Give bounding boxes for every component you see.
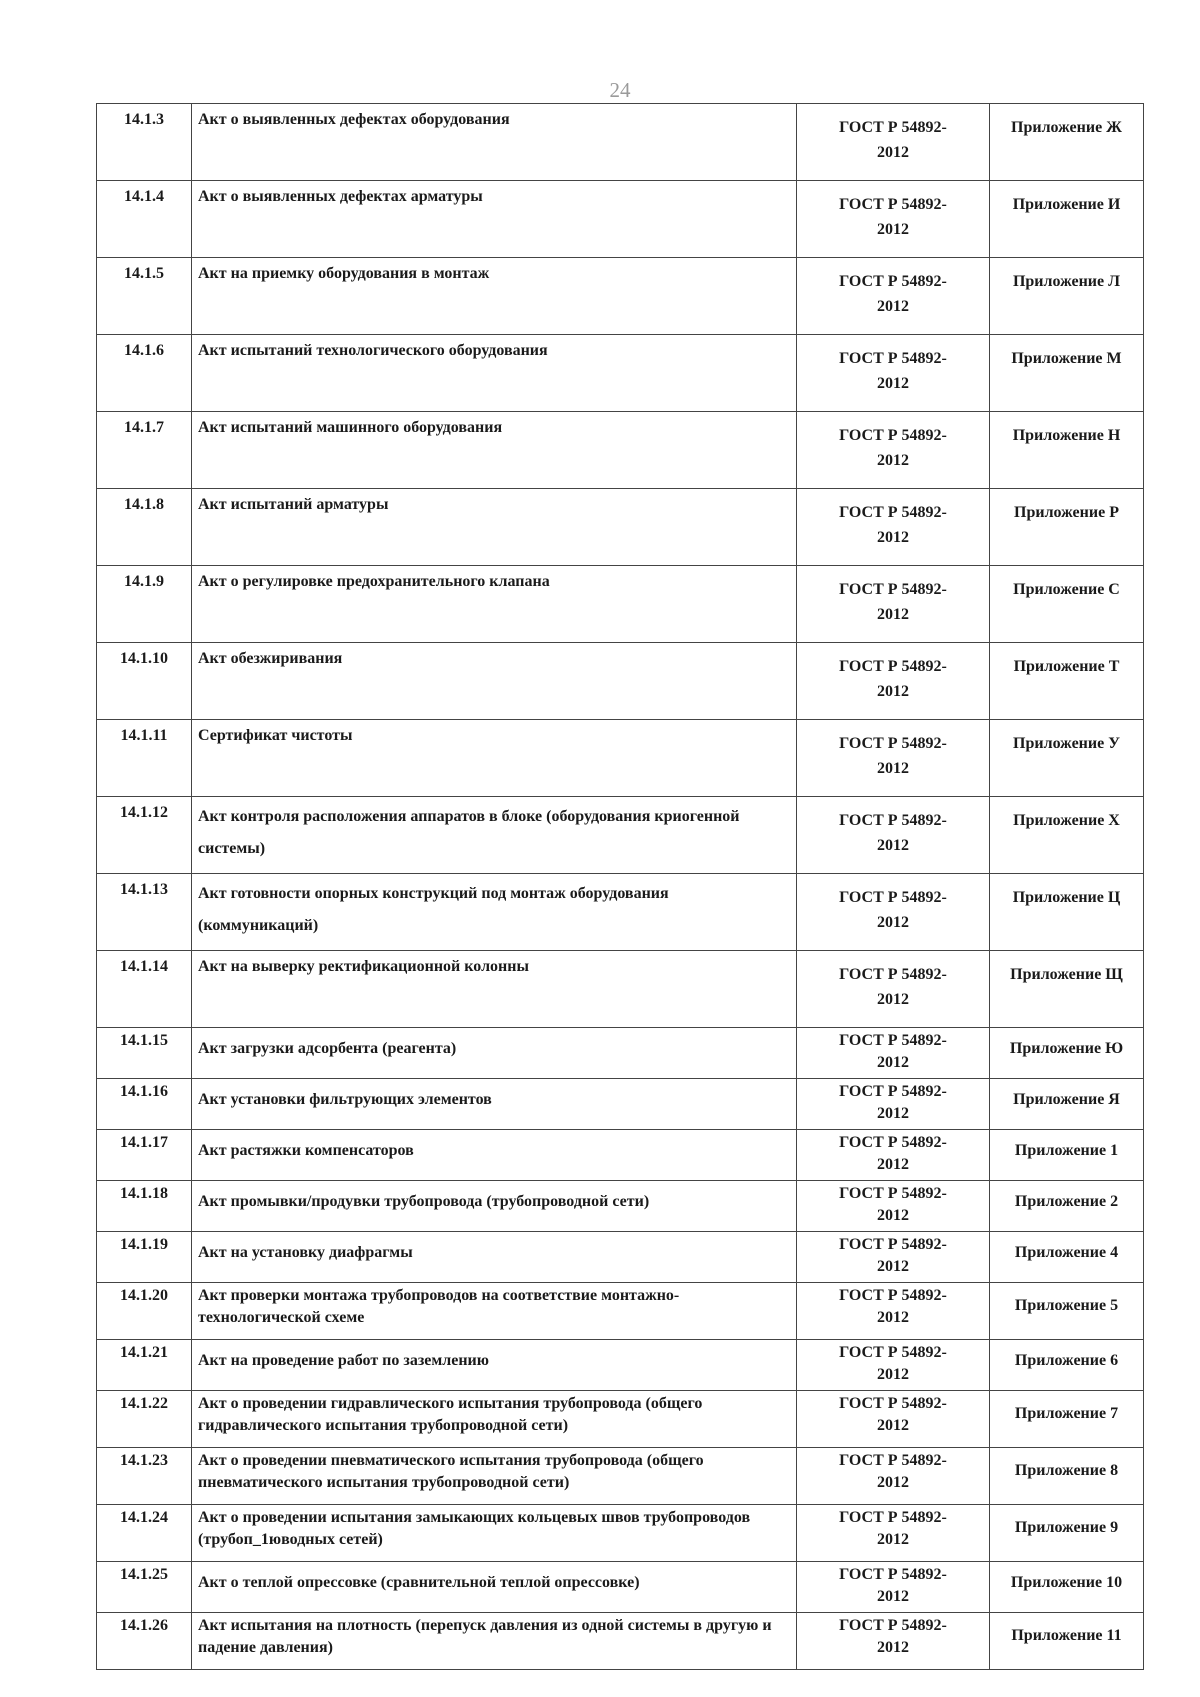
document-name: Акт на приемку оборудования в монтаж <box>192 258 797 335</box>
document-name: Акт о проведении пневматического испытания трубопровода (общего пневматического испытания трубопроводной сети) <box>192 1448 797 1505</box>
appendix-reference: Приложение Ц <box>990 874 1144 951</box>
document-name: Акт испытаний арматуры <box>192 489 797 566</box>
document-name: Акт на проведение работ по заземлению <box>192 1340 797 1391</box>
standard-reference <box>797 1232 990 1283</box>
document-name: Акт контроля расположения аппаратов в блоке (оборудования криогенной системы) <box>192 797 797 874</box>
standard-reference <box>797 643 990 720</box>
standard-code: ГОСТ Р 54892- <box>839 1395 947 1412</box>
table-row <box>97 1079 1144 1130</box>
standard-code: ГОСТ Р 54892- <box>839 119 947 136</box>
standard-reference <box>797 1505 990 1562</box>
table-row <box>97 181 1144 258</box>
document-name: Акт на установку диафрагмы <box>192 1232 797 1283</box>
document-name: Акт растяжки компенсаторов <box>192 1130 797 1181</box>
table-row <box>97 797 1144 874</box>
standard-year: 2012 <box>877 1531 909 1549</box>
appendix-reference: Приложение У <box>990 720 1144 797</box>
document-name: Акт о выявленных дефектах арматуры <box>192 181 797 258</box>
table-row <box>97 874 1144 951</box>
appendix-reference: Приложение Щ <box>990 951 1144 1028</box>
standard-year: 2012 <box>877 1365 909 1383</box>
appendix-reference: Приложение 9 <box>990 1505 1144 1562</box>
documents-table-body <box>97 104 1144 1670</box>
standard-year: 2012 <box>877 1474 909 1492</box>
table-row <box>97 720 1144 797</box>
standard-reference <box>797 1562 990 1613</box>
row-number: 14.1.3 <box>97 104 192 181</box>
standard-code: ГОСТ Р 54892- <box>839 812 947 829</box>
appendix-reference: Приложение 5 <box>990 1283 1144 1340</box>
standard-year: 2012 <box>877 374 909 392</box>
standard-code: ГОСТ Р 54892- <box>839 1617 947 1634</box>
row-number: 14.1.13 <box>97 874 192 951</box>
standard-reference <box>797 720 990 797</box>
table-row <box>97 566 1144 643</box>
row-number: 14.1.10 <box>97 643 192 720</box>
standard-code: ГОСТ Р 54892- <box>839 1032 947 1049</box>
table-row <box>97 1283 1144 1340</box>
appendix-reference: Приложение И <box>990 181 1144 258</box>
standard-code: ГОСТ Р 54892- <box>839 1344 947 1361</box>
appendix-reference: Приложение Я <box>990 1079 1144 1130</box>
document-name: Акт о теплой опрессовке (сравнительной теплой опрессовке) <box>192 1562 797 1613</box>
standard-code: ГОСТ Р 54892- <box>839 1185 947 1202</box>
appendix-reference: Приложение Р <box>990 489 1144 566</box>
table-row <box>97 1505 1144 1562</box>
standard-year: 2012 <box>877 913 909 931</box>
appendix-reference: Приложение Л <box>990 258 1144 335</box>
standard-year: 2012 <box>877 220 909 238</box>
document-name: Акт испытания на плотность (перепуск давления из одной системы в другую и падение давления) <box>192 1613 797 1670</box>
standard-code: ГОСТ Р 54892- <box>839 1083 947 1100</box>
standard-year: 2012 <box>877 1104 909 1122</box>
standard-reference <box>797 566 990 643</box>
standard-code: ГОСТ Р 54892- <box>839 1236 947 1253</box>
table-row <box>97 643 1144 720</box>
document-name: Акт загрузки адсорбента (реагента) <box>192 1028 797 1079</box>
row-number: 14.1.12 <box>97 797 192 874</box>
table-row <box>97 1562 1144 1613</box>
row-number: 14.1.6 <box>97 335 192 412</box>
standard-reference <box>797 1181 990 1232</box>
standard-code: ГОСТ Р 54892- <box>839 658 947 675</box>
standard-year: 2012 <box>877 1155 909 1173</box>
standard-reference <box>797 951 990 1028</box>
appendix-reference: Приложение 8 <box>990 1448 1144 1505</box>
row-number: 14.1.26 <box>97 1613 192 1670</box>
appendix-reference: Приложение Ю <box>990 1028 1144 1079</box>
document-name: Акт испытаний машинного оборудования <box>192 412 797 489</box>
document-name: Акт установки фильтрующих элементов <box>192 1079 797 1130</box>
row-number: 14.1.22 <box>97 1391 192 1448</box>
standard-year: 2012 <box>877 836 909 854</box>
standard-code: ГОСТ Р 54892- <box>839 889 947 906</box>
row-number: 14.1.8 <box>97 489 192 566</box>
standard-year: 2012 <box>877 143 909 161</box>
standard-year: 2012 <box>877 1257 909 1275</box>
document-name: Акт обезжиривания <box>192 643 797 720</box>
standard-code: ГОСТ Р 54892- <box>839 350 947 367</box>
standard-reference <box>797 181 990 258</box>
row-number: 14.1.11 <box>97 720 192 797</box>
appendix-reference: Приложение 6 <box>990 1340 1144 1391</box>
page-number: 24 <box>609 78 631 102</box>
row-number: 14.1.9 <box>97 566 192 643</box>
table-row <box>97 951 1144 1028</box>
appendix-reference: Приложение 4 <box>990 1232 1144 1283</box>
row-number: 14.1.24 <box>97 1505 192 1562</box>
row-number: 14.1.21 <box>97 1340 192 1391</box>
row-number: 14.1.19 <box>97 1232 192 1283</box>
standard-reference <box>797 412 990 489</box>
standard-reference <box>797 797 990 874</box>
standard-year: 2012 <box>877 990 909 1008</box>
appendix-reference: Приложение 1 <box>990 1130 1144 1181</box>
standard-year: 2012 <box>877 1417 909 1435</box>
standard-code: ГОСТ Р 54892- <box>839 735 947 752</box>
standard-code: ГОСТ Р 54892- <box>839 1287 947 1304</box>
standard-year: 2012 <box>877 682 909 700</box>
appendix-reference: Приложение С <box>990 566 1144 643</box>
standard-reference <box>797 1283 990 1340</box>
table-row <box>97 1340 1144 1391</box>
standard-reference <box>797 1613 990 1670</box>
table-row <box>97 1130 1144 1181</box>
documents-table <box>96 103 1144 1670</box>
appendix-reference: Приложение 7 <box>990 1391 1144 1448</box>
standard-reference <box>797 104 990 181</box>
standard-year: 2012 <box>877 528 909 546</box>
appendix-reference: Приложение 11 <box>990 1613 1144 1670</box>
row-number: 14.1.16 <box>97 1079 192 1130</box>
appendix-reference: Приложение Ж <box>990 104 1144 181</box>
standard-reference <box>797 1340 990 1391</box>
table-row <box>97 258 1144 335</box>
standard-year: 2012 <box>877 297 909 315</box>
standard-reference <box>797 489 990 566</box>
table-row <box>97 412 1144 489</box>
row-number: 14.1.20 <box>97 1283 192 1340</box>
appendix-reference: Приложение 10 <box>990 1562 1144 1613</box>
standard-code: ГОСТ Р 54892- <box>839 427 947 444</box>
standard-code: ГОСТ Р 54892- <box>839 504 947 521</box>
document-name: Акт испытаний технологического оборудования <box>192 335 797 412</box>
table-row <box>97 335 1144 412</box>
standard-year: 2012 <box>877 1206 909 1224</box>
standard-reference <box>797 1028 990 1079</box>
standard-reference <box>797 335 990 412</box>
standard-code: ГОСТ Р 54892- <box>839 1452 947 1469</box>
row-number: 14.1.4 <box>97 181 192 258</box>
standard-reference <box>797 1079 990 1130</box>
standard-year: 2012 <box>877 1053 909 1071</box>
standard-code: ГОСТ Р 54892- <box>839 581 947 598</box>
standard-code: ГОСТ Р 54892- <box>839 1509 947 1526</box>
row-number: 14.1.17 <box>97 1130 192 1181</box>
standard-code: ГОСТ Р 54892- <box>839 966 947 983</box>
appendix-reference: Приложение Н <box>990 412 1144 489</box>
row-number: 14.1.15 <box>97 1028 192 1079</box>
appendix-reference: Приложение М <box>990 335 1144 412</box>
row-number: 14.1.25 <box>97 1562 192 1613</box>
standard-code: ГОСТ Р 54892- <box>839 1566 947 1583</box>
standard-code: ГОСТ Р 54892- <box>839 196 947 213</box>
standard-code: ГОСТ Р 54892- <box>839 273 947 290</box>
table-row <box>97 1448 1144 1505</box>
document-name: Акт о выявленных дефектах оборудования <box>192 104 797 181</box>
table-row <box>97 489 1144 566</box>
table-row <box>97 1391 1144 1448</box>
standard-year: 2012 <box>877 1639 909 1657</box>
standard-reference <box>797 1448 990 1505</box>
table-row <box>97 1028 1144 1079</box>
standard-reference <box>797 1391 990 1448</box>
appendix-reference: Приложение 2 <box>990 1181 1144 1232</box>
appendix-reference: Приложение Т <box>990 643 1144 720</box>
row-number: 14.1.18 <box>97 1181 192 1232</box>
standard-code: ГОСТ Р 54892- <box>839 1134 947 1151</box>
row-number: 14.1.7 <box>97 412 192 489</box>
appendix-reference: Приложение Х <box>990 797 1144 874</box>
row-number: 14.1.5 <box>97 258 192 335</box>
table-row <box>97 1181 1144 1232</box>
row-number: 14.1.23 <box>97 1448 192 1505</box>
row-number: 14.1.14 <box>97 951 192 1028</box>
standard-reference <box>797 1130 990 1181</box>
standard-year: 2012 <box>877 1587 909 1605</box>
document-name: Акт проверки монтажа трубопроводов на соответствие монтажно-технологической схеме <box>192 1283 797 1340</box>
document-name: Акт о проведении испытания замыкающих кольцевых швов трубопроводов (трубоп_1юводных сетей) <box>192 1505 797 1562</box>
document-name: Акт промывки/продувки трубопровода (трубопроводной сети) <box>192 1181 797 1232</box>
standard-reference <box>797 258 990 335</box>
standard-year: 2012 <box>877 605 909 623</box>
table-row <box>97 104 1144 181</box>
standard-reference <box>797 874 990 951</box>
standard-year: 2012 <box>877 1309 909 1327</box>
document-name: Акт о проведении гидравлического испытания трубопровода (общего гидравлического испытания трубопроводной сети) <box>192 1391 797 1448</box>
standard-year: 2012 <box>877 759 909 777</box>
standard-year: 2012 <box>877 451 909 469</box>
document-name: Акт о регулировке предохранительного клапана <box>192 566 797 643</box>
table-row <box>97 1613 1144 1670</box>
document-name: Акт на выверку ректификационной колонны <box>192 951 797 1028</box>
table-row <box>97 1232 1144 1283</box>
document-name: Акт готовности опорных конструкций под монтаж оборудования (коммуникаций) <box>192 874 797 951</box>
document-name: Сертификат чистоты <box>192 720 797 797</box>
